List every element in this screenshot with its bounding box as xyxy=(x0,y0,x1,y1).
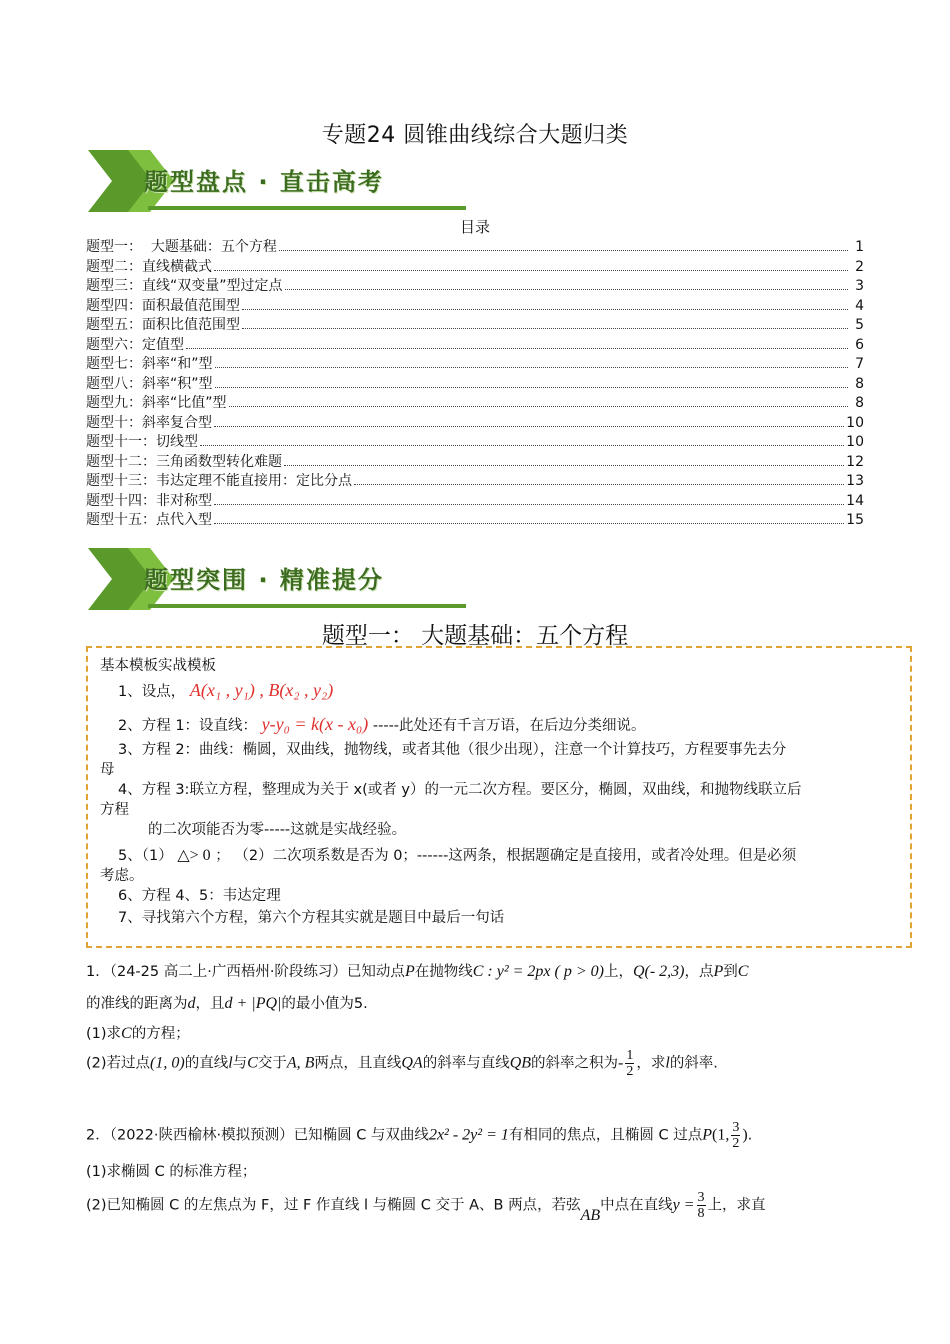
problem-2-text: (2)已知椭圆 C 的左焦点为 F，过 F 作直线 l 与椭圆 C 交于 A、B 两点，若弦 xyxy=(86,1197,581,1214)
step-2-suffix: -----此处还有千言万语，在后边分类细说。 xyxy=(372,718,646,734)
toc-item[interactable] xyxy=(86,295,864,315)
fraction-one-half xyxy=(625,1048,634,1079)
toc-item-page: 14 xyxy=(846,492,864,509)
toc-leader-dots xyxy=(229,406,848,407)
problem-1-text: 的最小值为5. xyxy=(281,996,368,1012)
problem-2-line-1 xyxy=(86,1120,752,1151)
toc-leader-dots xyxy=(215,367,848,368)
template-heading: 基本模板实战模板 xyxy=(100,658,216,674)
problem-1-text: 与 xyxy=(232,1055,248,1072)
problem-2-q1: (1)求椭圆 C 的标准方程； xyxy=(86,1164,257,1180)
template-step-6: 6、方程 4、5：韦达定理 xyxy=(118,888,281,904)
step-5-text: 5、（1） xyxy=(118,848,173,864)
problem-1-text: 的斜率. xyxy=(669,1055,718,1072)
delta-condition: △> 0 xyxy=(177,847,211,864)
problem-1-text: 交于 xyxy=(257,1055,287,1072)
math-QB: QB xyxy=(509,1054,532,1072)
toc-item-page: 3 xyxy=(855,278,864,294)
step-2-text: 2、方程 1：设直线： xyxy=(118,718,258,734)
banner-breakthrough xyxy=(88,546,468,612)
toc-item[interactable] xyxy=(86,256,864,276)
point-1-0: (1, 0) xyxy=(150,1054,185,1072)
problem-2-q2 xyxy=(86,1190,766,1224)
toc-item-page: 10 xyxy=(846,414,864,431)
toc-item-page: 4 xyxy=(855,297,864,314)
toc-item[interactable] xyxy=(86,353,864,373)
toc-leader-dots xyxy=(285,289,848,290)
toc-item-label: 题型四：面积最值范围型 xyxy=(86,297,240,314)
document-title: 专题24 圆锥曲线综合大题归类 xyxy=(321,123,629,148)
toc-item-page: 8 xyxy=(855,395,864,411)
banner-breakthrough-text: 题型突围 · 精准提分 xyxy=(144,566,384,594)
section-title: 题型一： 大题基础：五个方程 xyxy=(321,623,629,649)
toc-leader-dots xyxy=(215,387,848,388)
toc-item-page: 1 xyxy=(855,239,864,255)
toc-item-label: 题型九：斜率“比值”型 xyxy=(86,395,227,411)
toc-item-page: 10 xyxy=(846,434,864,450)
toc-item[interactable] xyxy=(86,334,864,354)
math-P: P xyxy=(713,963,724,980)
toc-item-page: 12 xyxy=(846,453,864,470)
template-step-4-cont: 方程 xyxy=(100,802,129,818)
toc-leader-dots xyxy=(242,309,848,310)
numerator: 3 xyxy=(697,1190,705,1205)
problem-1-text: 的方程； xyxy=(131,1026,190,1042)
math-AB: A, B xyxy=(286,1054,315,1072)
math-d: d xyxy=(187,995,196,1012)
toc-item-label: 题型五：面积比值范围型 xyxy=(86,317,240,333)
toc-item-page: 5 xyxy=(855,317,864,333)
point-close: ) xyxy=(742,1126,748,1144)
table-of-contents xyxy=(86,236,864,529)
math-QA: QA xyxy=(401,1054,423,1072)
denominator: 2 xyxy=(626,1064,634,1079)
toc-item-label: 题型十三：韦达定理不能直接用：定比分点 xyxy=(86,473,352,489)
problem-1-text: 的准线的距离为 xyxy=(86,996,188,1012)
toc-item[interactable] xyxy=(86,236,864,256)
toc-leader-dots xyxy=(186,348,848,349)
denominator: 8 xyxy=(697,1206,705,1221)
step-5-text-2: ； （2）二次项系数是否为 0；------这两条，根据题确定是直接用，或者冷处理。但是必须 xyxy=(215,848,797,864)
problem-1-q2 xyxy=(86,1048,718,1079)
numerator: 1 xyxy=(626,1048,634,1063)
problem-1-text: (2)若过点 xyxy=(86,1055,151,1072)
step-1-text: 1、设点， xyxy=(118,684,186,700)
toc-leader-dots xyxy=(200,445,844,446)
problem-1-text: 在抛物线 xyxy=(414,964,473,980)
problem-1-text: ，点 xyxy=(684,964,714,980)
template-step-5-cont: 考虑。 xyxy=(100,868,144,884)
problem-1-q1 xyxy=(86,1022,190,1043)
toc-item-label: 题型十：斜率复合型 xyxy=(86,414,212,431)
toc-item-label: 题型一： 大题基础：五个方程 xyxy=(86,239,277,255)
problem-1-text: 两点，且直线 xyxy=(314,1055,402,1072)
toc-leader-dots xyxy=(354,484,844,485)
math-AB: AB xyxy=(580,1206,601,1224)
problem-1-text: 的斜率与直线 xyxy=(422,1055,510,1072)
toc-item[interactable] xyxy=(86,275,864,295)
toc-item[interactable] xyxy=(86,412,864,432)
line-formula: y-y₀ = k(x - x₀) xyxy=(261,714,369,734)
template-step-3: 3、方程 2：曲线：椭圆，双曲线，抛物线，或者其他（很少出现），注意一个计算技巧，方程要事先去分 xyxy=(118,742,787,758)
template-step-5 xyxy=(118,844,796,865)
problem-1-text: 到 xyxy=(723,964,738,980)
problem-2-text: 2．（2022·陕西榆林·模拟预测）已知椭圆 C 与双曲线 xyxy=(86,1127,429,1144)
math-l: l xyxy=(665,1054,670,1072)
toc-item-page: 2 xyxy=(855,258,864,275)
template-step-7: 7、寻找第六个方程，第六个方程其实就是题目中最后一句话 xyxy=(118,910,505,926)
toc-item-label: 题型十二：三角函数型转化难题 xyxy=(86,453,282,470)
problem-1-text: (1)求 xyxy=(86,1026,122,1042)
toc-item[interactable] xyxy=(86,470,864,490)
math-P: P xyxy=(702,1126,712,1144)
math-C: C xyxy=(121,1025,132,1042)
toc-item-page: 6 xyxy=(855,336,864,353)
problem-1-text: 上， xyxy=(603,964,633,980)
toc-item-page: 13 xyxy=(846,473,864,489)
problem-1-line-2 xyxy=(86,992,368,1013)
template-step-1 xyxy=(118,680,333,701)
toc-item[interactable] xyxy=(86,509,864,529)
banner-overview xyxy=(88,148,468,214)
toc-item-label: 题型八：斜率“积”型 xyxy=(86,375,213,392)
toc-item-label: 题型六：定值型 xyxy=(86,336,184,353)
fraction-three-halves xyxy=(731,1120,740,1151)
toc-leader-dots xyxy=(242,328,848,329)
math-l: l xyxy=(228,1054,233,1072)
problem-1-line-1 xyxy=(86,960,748,981)
problem-2-text: 中点在直线 xyxy=(600,1197,673,1214)
banner-overview-text: 题型盘点 · 直击高考 xyxy=(144,168,384,196)
toc-item[interactable] xyxy=(86,314,864,334)
toc-item-page: 7 xyxy=(855,356,864,372)
hyperbola-equation: 2x² - 2y² = 1 xyxy=(428,1126,509,1144)
fraction-three-eighths xyxy=(697,1190,706,1221)
problem-2-text: 上，求直 xyxy=(707,1197,766,1214)
math-C: C xyxy=(737,963,749,980)
toc-item-label: 题型三：直线“双变量”型过定点 xyxy=(86,278,283,294)
point-formula: A(x₁ , y₁) , B(x₂ , y₂) xyxy=(189,680,334,700)
toc-item-label: 题型十五：点代入型 xyxy=(86,512,212,528)
problem-2-text: 有相同的焦点，且椭圆 C 过点 xyxy=(508,1127,703,1144)
template-step-3-cont: 母 xyxy=(100,762,115,778)
toc-item[interactable] xyxy=(86,490,864,510)
toc-item[interactable] xyxy=(86,392,864,412)
math-C: C xyxy=(247,1054,258,1072)
toc-leader-dots xyxy=(214,504,844,505)
point-open: (1, xyxy=(711,1126,730,1144)
toc-item-page: 15 xyxy=(846,512,864,528)
point-Q: Q(- 2,3) xyxy=(632,963,685,980)
problem-1-text: 1．（24-25 高二上·广西梧州·阶段练习）已知动点 xyxy=(86,964,405,980)
math-y-equals: y = xyxy=(672,1196,695,1214)
toc-item-label: 题型二：直线横截式 xyxy=(86,258,212,275)
numerator: 3 xyxy=(732,1120,740,1135)
denominator: 2 xyxy=(732,1136,740,1151)
template-box xyxy=(86,646,912,948)
toc-item[interactable] xyxy=(86,373,864,393)
problem-1-text: 的斜率之积为 xyxy=(531,1055,619,1072)
toc-leader-dots xyxy=(214,426,844,427)
toc-leader-dots xyxy=(214,270,848,271)
problem-1-text: ，且 xyxy=(195,996,225,1012)
distance-expression: d + |PQ| xyxy=(224,995,282,1012)
toc-leader-dots xyxy=(284,465,844,466)
minus-sign: - xyxy=(618,1054,624,1072)
toc-item-label: 题型十一：切线型 xyxy=(86,434,198,450)
toc-heading: 目录 xyxy=(459,218,490,236)
math-P: P xyxy=(404,963,415,980)
toc-item-label: 题型十四：非对称型 xyxy=(86,492,212,509)
problem-1-text: 的直线 xyxy=(184,1055,229,1072)
toc-item-page: 8 xyxy=(855,375,864,392)
problem-1-text: ，求 xyxy=(636,1055,666,1072)
template-step-2 xyxy=(118,714,646,735)
parabola-equation: C : y² = 2px ( p > 0) xyxy=(472,963,604,980)
template-step-4-note: 的二次项能否为零-----这就是实战经验。 xyxy=(148,822,407,838)
template-step-4: 4、方程 3:联立方程，整理成为关于 x(或者 y）的一元二次方程。要区分，椭圆，双曲线，和抛物线联立后 xyxy=(118,782,802,798)
toc-item[interactable] xyxy=(86,431,864,451)
toc-leader-dots xyxy=(279,250,848,251)
toc-item-label: 题型七：斜率“和”型 xyxy=(86,356,213,372)
problem-2-text: . xyxy=(747,1127,753,1144)
toc-item[interactable] xyxy=(86,451,864,471)
toc-leader-dots xyxy=(214,523,844,524)
